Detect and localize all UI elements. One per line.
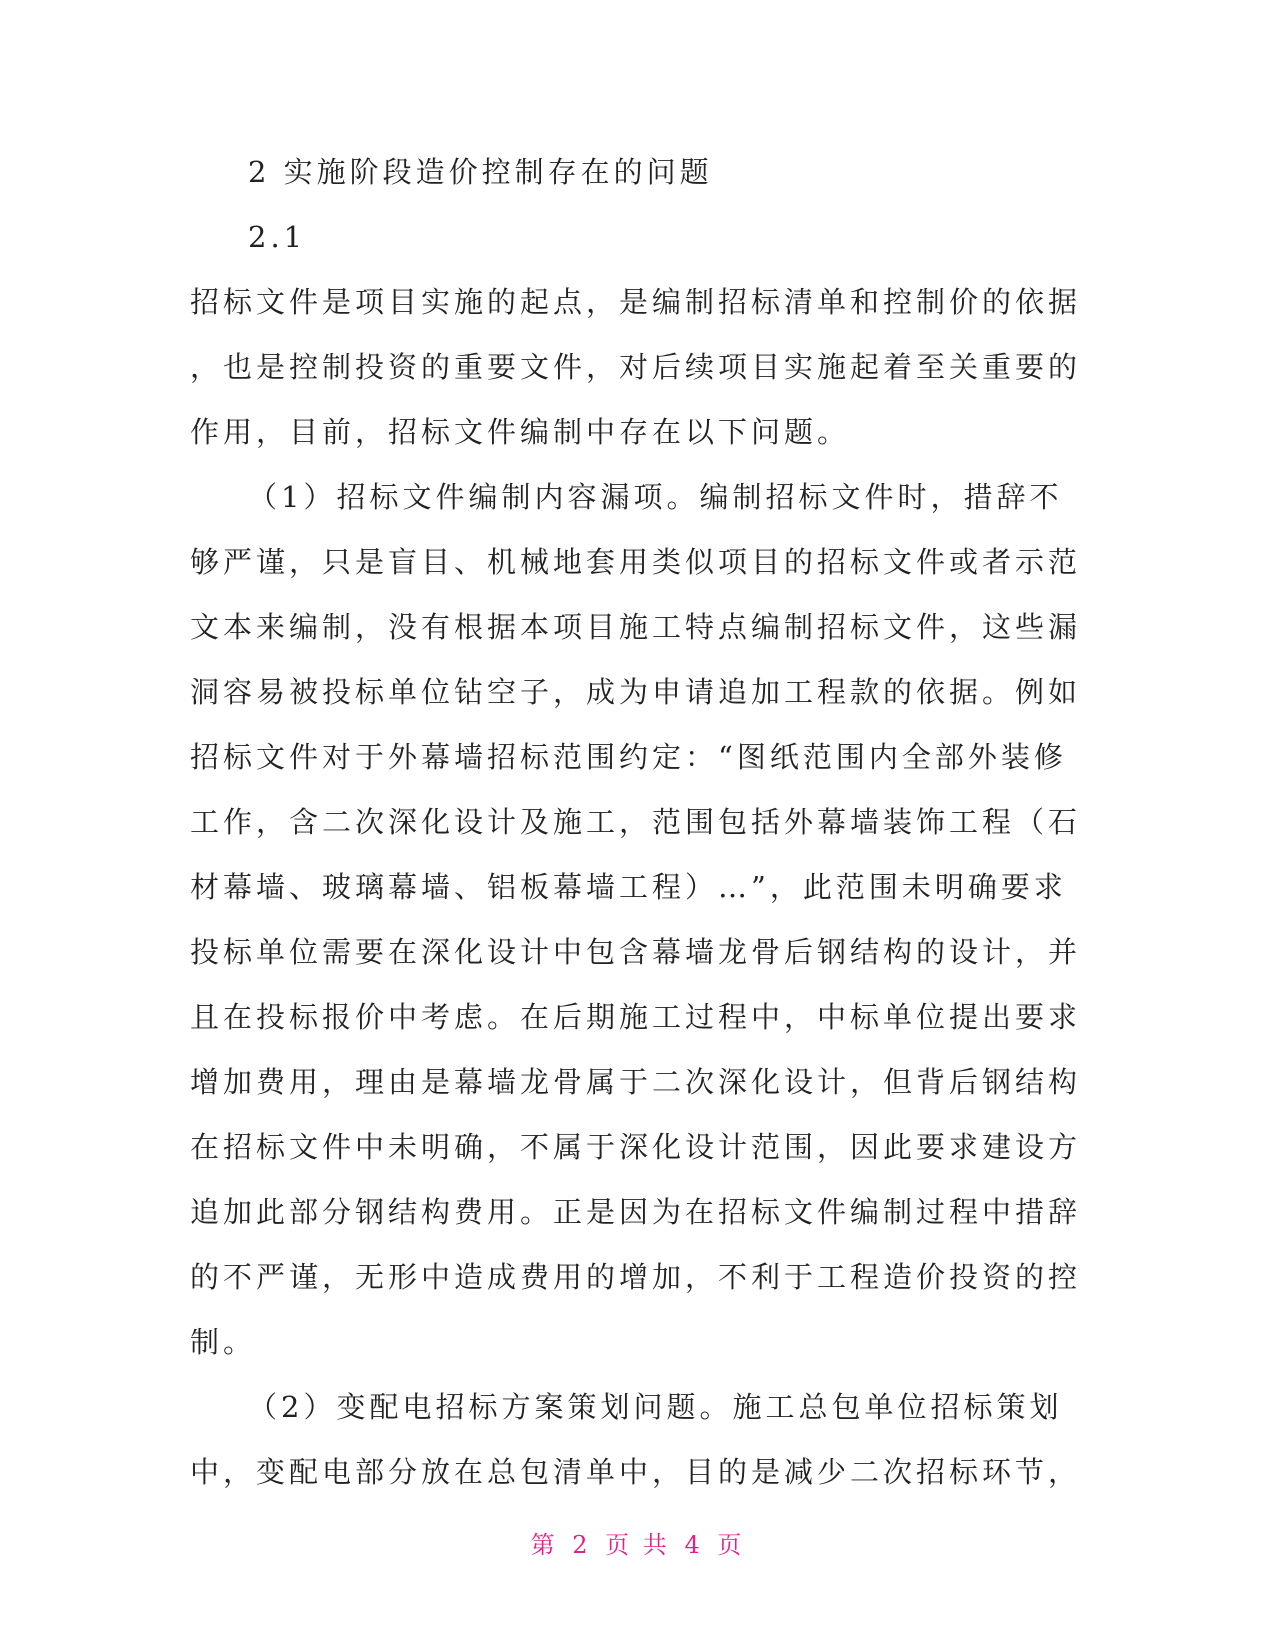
paragraph-line: 制。 [190, 1325, 257, 1359]
page-footer [0, 1525, 1275, 1560]
paragraph-line: 投标单位需要在深化设计中包含幕墙龙骨后钢结构的设计，并 [190, 935, 1082, 969]
paragraph-line: 中，变配电部分放在总包清单中，目的是减少二次招标环节， [190, 1455, 1082, 1489]
paragraph-line: 增加费用，理由是幕墙龙骨属于二次深化设计，但背后钢结构 [190, 1065, 1082, 1099]
section-heading: 2 实施阶段造价控制存在的问题 [248, 155, 713, 189]
paragraph-line: 追加此部分钢结构费用。正是因为在招标文件编制过程中措辞 [190, 1195, 1082, 1229]
footer-suffix: 页 [717, 1531, 745, 1559]
paragraph-line: 在招标文件中未明确，不属于深化设计范围，因此要求建设方 [190, 1130, 1082, 1164]
paragraph-item-1 [190, 465, 1080, 1375]
paragraph-line: ，也是控制投资的重要文件，对后续项目实施起着至关重要的 [190, 350, 1082, 384]
footer-page-total: 4 [684, 1531, 703, 1559]
paragraph-item-2 [190, 1375, 1080, 1505]
paragraph-line: 招标文件是项目实施的起点，是编制招标清单和控制价的依据 [190, 285, 1082, 319]
paragraph-line: 洞容易被投标单位钻空子，成为申请追加工程款的依据。例如 [190, 675, 1082, 709]
document-body [190, 140, 1080, 1505]
paragraph-line: 材幕墙、玻璃幕墙、铝板幕墙工程）…”，此范围未明确要求 [190, 870, 1067, 904]
subsection-number: 2.1 [248, 220, 307, 254]
paragraph-line: （2）变配电招标方案策划问题。施工总包单位招标策划 [248, 1390, 1063, 1424]
paragraph-line: （1）招标文件编制内容漏项。编制招标文件时，措辞不 [248, 480, 1063, 514]
footer-prefix: 第 [530, 1531, 558, 1559]
footer-page-current: 2 [572, 1531, 591, 1559]
paragraph-line: 工作，含二次深化设计及施工，范围包括外幕墙装饰工程（石 [190, 805, 1082, 839]
paragraph-line: 招标文件对于外幕墙招标范围约定：“图纸范围内全部外装修 [190, 740, 1067, 774]
paragraph-line: 文本来编制，没有根据本项目施工特点编制招标文件，这些漏 [190, 610, 1082, 644]
paragraph-line: 够严谨，只是盲目、机械地套用类似项目的招标文件或者示范 [190, 545, 1082, 579]
paragraph-line: 的不严谨，无形中造成费用的增加，不利于工程造价投资的控 [190, 1260, 1082, 1294]
footer-middle: 页 共 [605, 1531, 670, 1559]
paragraph-line: 作用，目前，招标文件编制中存在以下问题。 [190, 415, 851, 449]
paragraph-intro [190, 270, 1080, 465]
paragraph-line: 且在投标报价中考虑。在后期施工过程中，中标单位提出要求 [190, 1000, 1082, 1034]
